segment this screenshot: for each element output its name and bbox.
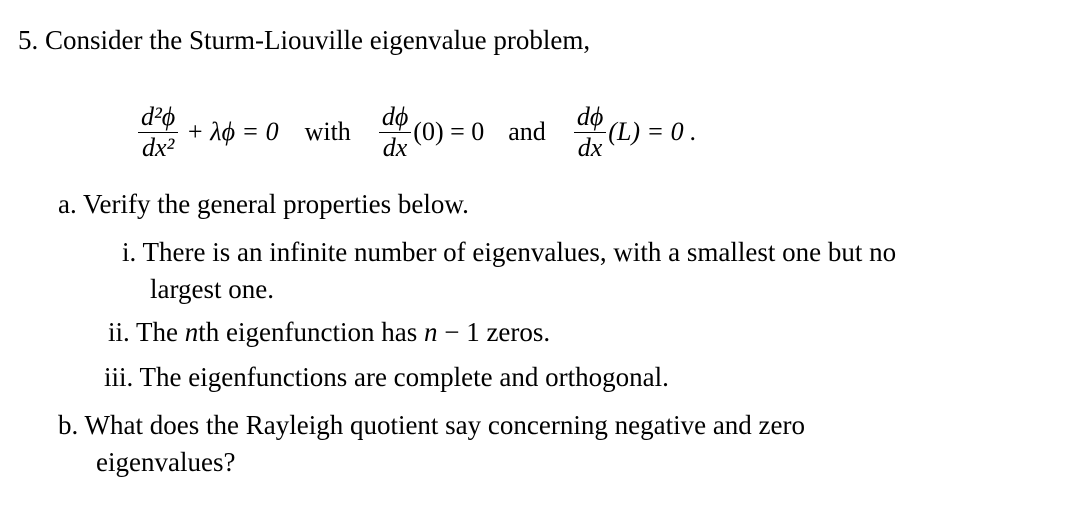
item-ii-n2: n bbox=[423, 317, 438, 347]
fraction-numerator: dϕ bbox=[574, 102, 606, 133]
fraction-numerator: d²ϕ bbox=[138, 102, 178, 133]
part-b-line1: What does the Rayleigh quotient say concerning negative and zero bbox=[84, 410, 806, 440]
equation-lhs-rest: + λϕ = 0 bbox=[186, 117, 279, 146]
item-ii-post: − 1 zeros. bbox=[437, 317, 551, 347]
part-b-line2: eigenvalues? bbox=[96, 447, 236, 477]
fraction-denominator: dx bbox=[577, 132, 603, 162]
bc2-derivative-fraction bbox=[574, 102, 606, 163]
item-ii-mid: th eigenfunction has bbox=[198, 317, 424, 347]
fraction-numerator: dϕ bbox=[379, 102, 411, 133]
item-i-label: i. bbox=[122, 237, 137, 267]
item-iii-text: The eigenfunctions are complete and orthogonal. bbox=[139, 362, 669, 392]
word-and: and bbox=[508, 117, 546, 146]
part-a bbox=[58, 188, 469, 220]
bc1-rest: (0) = 0 bbox=[413, 117, 485, 146]
item-ii-pre: The bbox=[136, 317, 185, 347]
item-iii bbox=[104, 361, 669, 393]
item-ii bbox=[108, 316, 550, 348]
problem-number: 5. bbox=[18, 25, 39, 55]
second-derivative-fraction bbox=[138, 102, 178, 163]
item-ii-label: ii. bbox=[108, 317, 130, 347]
problem-heading bbox=[18, 24, 590, 56]
part-b bbox=[58, 409, 805, 441]
word-with: with bbox=[304, 117, 351, 146]
part-b-continuation bbox=[96, 446, 235, 478]
part-b-label: b. bbox=[58, 410, 79, 440]
part-a-label: a. bbox=[58, 189, 77, 219]
item-ii-n1: n bbox=[184, 317, 199, 347]
bc1-derivative-fraction bbox=[379, 102, 411, 163]
part-a-text: Verify the general properties below. bbox=[83, 189, 469, 219]
item-i-continuation bbox=[150, 273, 274, 305]
fraction-denominator: dx bbox=[382, 132, 408, 162]
item-i-line1: There is an infinite number of eigenvalues, with a smallest one but no bbox=[142, 237, 897, 267]
item-i-line2: largest one. bbox=[150, 274, 274, 304]
item-iii-label: iii. bbox=[104, 362, 134, 392]
bc2-rest: (L) = 0 . bbox=[608, 117, 697, 146]
sturm-liouville-equation bbox=[136, 92, 697, 172]
item-i bbox=[122, 236, 896, 268]
fraction-denominator: dx² bbox=[141, 132, 175, 162]
problem-intro: Consider the Sturm-Liouville eigenvalue problem, bbox=[45, 25, 591, 55]
